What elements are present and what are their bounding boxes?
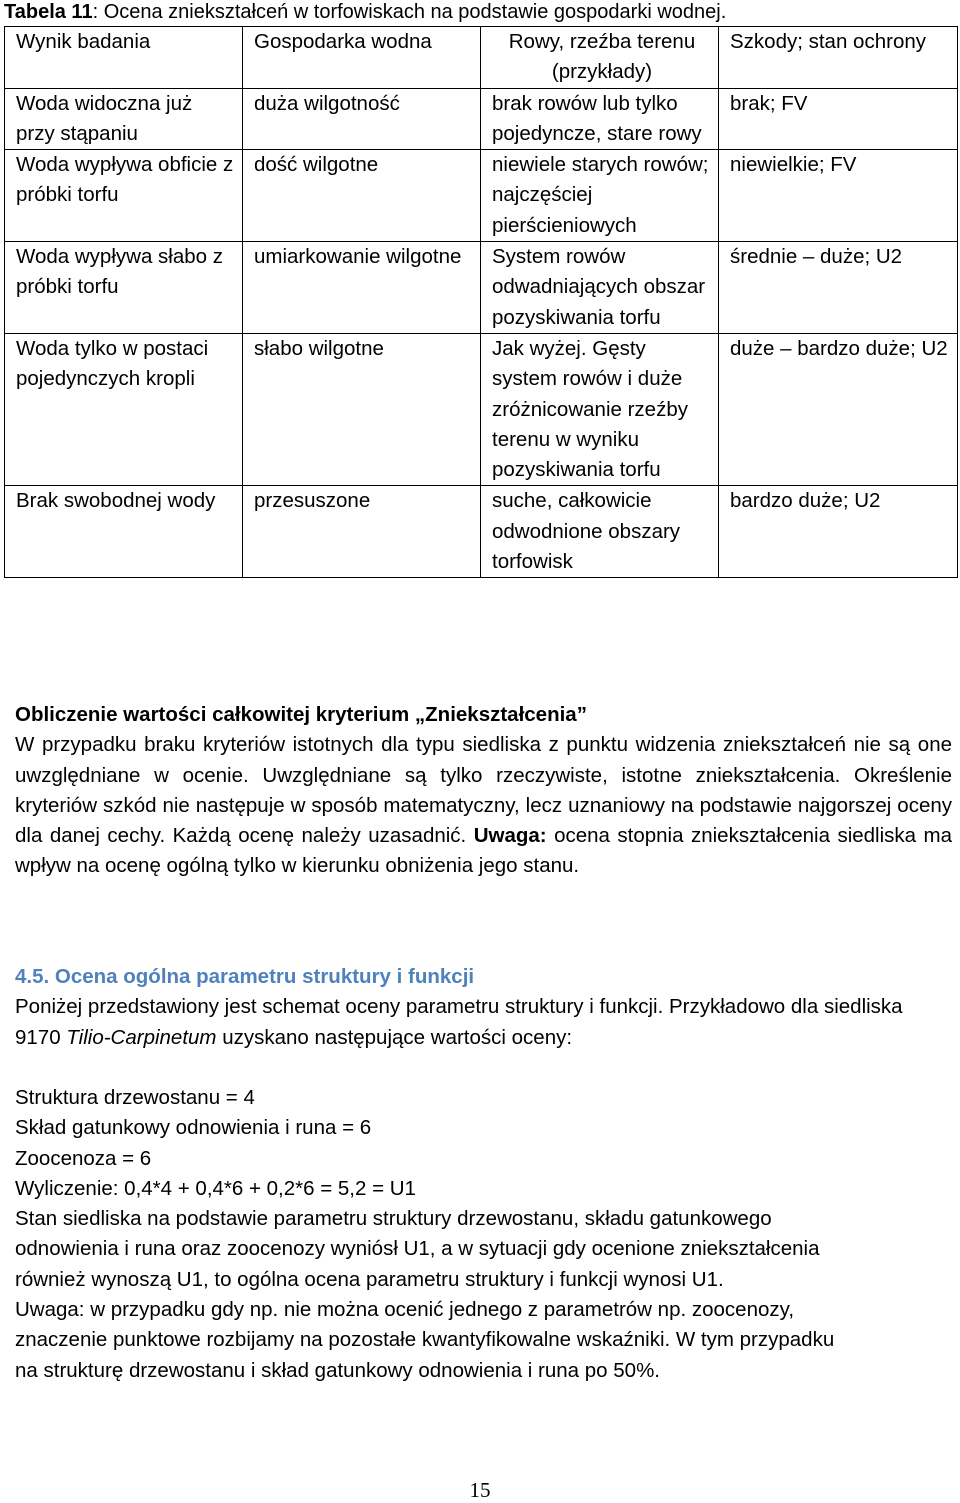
page-number: 15 <box>469 1478 491 1502</box>
text-line: znaczenie punktowe rozbijamy na pozostałe kwantyfikowalne wskaźniki. W tym przypadku <box>15 1328 835 1352</box>
table-cell: Woda widoczna już przy stąpaniu <box>5 88 243 150</box>
text-line: Stan siedliska na podstawie parametru struktury drzewostanu, składu gatunkowego <box>15 1207 772 1231</box>
text-line: odnowienia i runa oraz zoocenozy wyniósł U1, a w sytuacji gdy ocenione zniekształcenia <box>15 1237 820 1261</box>
header-cell: Gospodarka wodna <box>243 27 481 89</box>
table-cell: umiarkowanie wilgotne <box>243 242 481 334</box>
table-caption-text: : Ocena zniekształceń w torfowiskach na podstawie gospodarki wodnej. <box>92 1 727 23</box>
table-cell: Woda wypływa obficie z próbki torfu <box>5 150 243 242</box>
distortion-heading: Obliczenie wartości całkowitej kryterium „Zniekształcenia” <box>15 703 587 726</box>
table-cell: niewiele starych rowów; najczęściej pierścieniowych <box>481 150 719 242</box>
value-line: Wyliczenie: 0,4*4 + 0,4*6 + 0,2*6 = 5,2 = U1 <box>15 1176 416 1200</box>
text-line: Uwaga: w przypadku gdy np. nie można ocenić jednego z parametrów np. zoocenozy, <box>15 1298 795 1322</box>
table-cell: duże – bardzo duże; U2 <box>719 333 958 485</box>
section-intro <box>15 992 952 1053</box>
assessment-values <box>15 1083 952 1386</box>
table-cell: duża wilgotność <box>243 88 481 150</box>
table-cell: niewielkie; FV <box>719 150 958 242</box>
distortion-note-label: Uwaga: <box>473 824 547 848</box>
table-row <box>5 88 958 150</box>
table-caption-label: Tabela 11 <box>4 1 93 23</box>
table-cell: Woda tylko w postaci pojedynczych kropli <box>5 333 243 485</box>
table-cell: System rowów odwadniających obszar pozyskiwania torfu <box>481 242 719 334</box>
distortion-note-text: ocena stopnia zniekształcenia siedliska ma wpływ na ocenę ogólną tylko w kierunku obniżenia jego stanu. <box>15 824 952 878</box>
table-cell: brak; FV <box>719 88 958 150</box>
table-cell: suche, całkowicie odwodnione obszary torfowisk <box>481 486 719 578</box>
table-cell: Woda wypływa słabo z próbki torfu <box>5 242 243 334</box>
header-cell: Rowy, rzeźba terenu (przykłady) <box>481 27 719 89</box>
section-intro-tail: uzyskano następujące wartości oceny: <box>216 1025 573 1049</box>
damage-assessment-table <box>4 26 958 578</box>
table-row <box>5 486 958 578</box>
table-cell: brak rowów lub tylko pojedyncze, stare rowy <box>481 88 719 150</box>
table-header-row <box>5 27 958 89</box>
section-heading: 4.5. Ocena ogólna parametru struktury i funkcji <box>15 965 475 988</box>
species-name: Tilio-Carpinetum <box>66 1025 217 1049</box>
value-line: Skład gatunkowy odnowienia i runa = 6 <box>15 1116 372 1140</box>
distortion-section <box>15 700 952 882</box>
header-cell: Szkody; stan ochrony <box>719 27 958 89</box>
value-line: Zoocenoza = 6 <box>15 1146 152 1170</box>
value-line: Struktura drzewostanu = 4 <box>15 1086 255 1109</box>
table-cell: Jak wyżej. Gęsty system rowów i duże zróżnicowanie rzeźby terenu w wyniku pozyskiwania torfu <box>481 333 719 485</box>
distortion-paragraph-text: W przypadku braku kryteriów istotnych dla typu siedliska z punktu widzenia zniekształceń nie są one uwzględniane w ocenie. Uwzględniane są tylko rzeczywiste, istotne zniekształcenia. Określenie kryteriów szkód nie następuje w sposób matematyczny, lecz uznaniowy na podstawie najgorszej oceny dla danej cechy. Każdą ocenę należy uzasadnić. <box>15 733 952 848</box>
table-cell: słabo wilgotne <box>243 333 481 485</box>
table-cell: średnie – duże; U2 <box>719 242 958 334</box>
table-row <box>5 150 958 242</box>
table-cell: Brak swobodnej wody <box>5 486 243 578</box>
distortion-paragraph <box>15 730 952 881</box>
header-cell: Wynik badania <box>5 27 243 89</box>
text-line: na strukturę drzewostanu i skład gatunkowy odnowienia i runa po 50%. <box>15 1358 660 1382</box>
overall-assessment-section <box>15 962 952 1053</box>
text-line: również wynoszą U1, to ogólna ocena parametru struktury i funkcji wynosi U1. <box>15 1267 724 1291</box>
table-row <box>5 242 958 334</box>
table-cell: przesuszone <box>243 486 481 578</box>
table-cell: dość wilgotne <box>243 150 481 242</box>
section-intro-text: Poniżej przedstawiony jest schemat oceny parametru struktury i funkcji. Przykładowo dla siedliska 9170 <box>15 995 903 1049</box>
table-cell: bardzo duże; U2 <box>719 486 958 578</box>
table-caption <box>4 0 726 24</box>
table-row <box>5 333 958 485</box>
